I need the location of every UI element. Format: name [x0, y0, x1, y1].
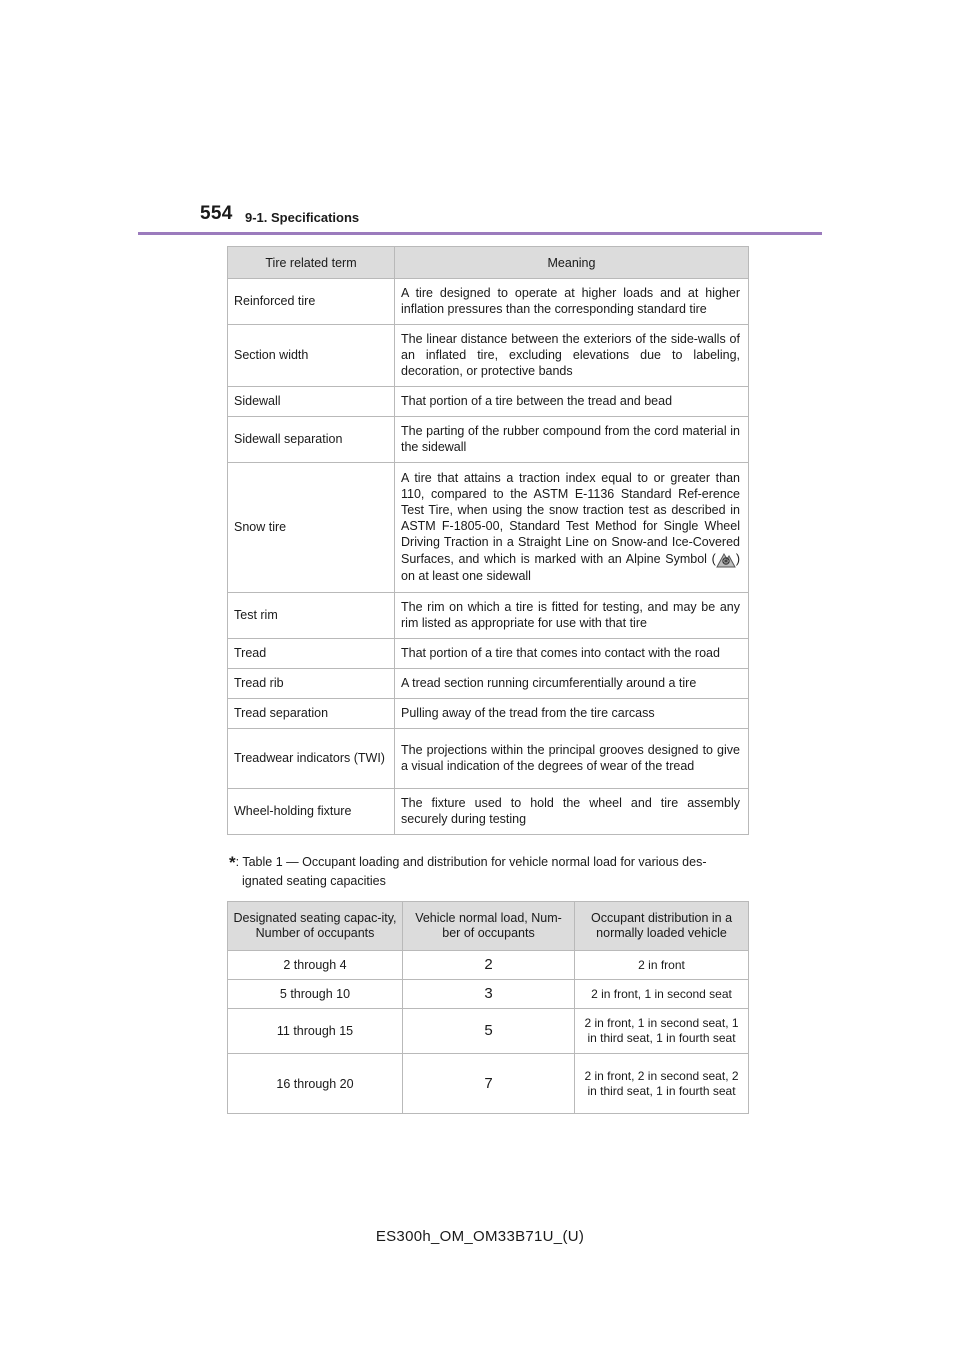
table-row: [228, 1009, 749, 1054]
table-row: [228, 639, 749, 669]
table-row: [228, 593, 749, 639]
meaning-cell: The projections within the principal grooves designed to give a visual indication of the degrees of wear of the tread: [395, 729, 749, 789]
term-cell: Tread rib: [228, 669, 395, 699]
term-cell: Tread: [228, 639, 395, 669]
meaning-cell: That portion of a tire between the tread and bead: [395, 387, 749, 417]
tire-terms-table: [227, 246, 749, 835]
meaning-cell: [395, 463, 749, 593]
footnote-marker: *: [229, 853, 236, 872]
footnote-line-2: ignated seating capacities: [242, 874, 386, 888]
table-row: [228, 279, 749, 325]
meaning-cell: A tread section running circumferentially around a tire: [395, 669, 749, 699]
distribution-cell: 2 in front: [575, 951, 749, 980]
meaning-text: A tire that attains a traction index equal to or greater than 110, compared to the ASTM E-1136 Standard Ref-erence Test Tire, when using the snow traction test as described in ASTM F-1805-00, Standard Test Method for Single Wheel Driving Traction in a Straight Line on Snow-and Ice-Covered Surfaces, and which is marked with an Alpine Symbol (: [401, 471, 740, 566]
alpine-symbol-icon: [716, 550, 736, 568]
meaning-cell: That portion of a tire that comes into contact with the road: [395, 639, 749, 669]
term-cell: Snow tire: [228, 463, 395, 593]
column-header-capacity: Designated seating capac-ity, Number of occupants: [228, 902, 403, 951]
table-row: [228, 463, 749, 593]
table-row: [228, 951, 749, 980]
page-number: 554: [200, 203, 233, 224]
term-cell: Sidewall separation: [228, 417, 395, 463]
meaning-cell: Pulling away of the tread from the tire carcass: [395, 699, 749, 729]
table-row: [228, 417, 749, 463]
capacity-cell: 16 through 20: [228, 1054, 403, 1114]
meaning-cell: The fixture used to hold the wheel and tire assembly securely during testing: [395, 789, 749, 835]
table-row: [228, 669, 749, 699]
meaning-cell: The parting of the rubber compound from the cord material in the sidewall: [395, 417, 749, 463]
capacity-cell: 2 through 4: [228, 951, 403, 980]
capacity-cell: 5 through 10: [228, 980, 403, 1009]
capacity-cell: 11 through 15: [228, 1009, 403, 1054]
term-cell: Reinforced tire: [228, 279, 395, 325]
footnote-line-1: : Table 1 — Occupant loading and distribution for vehicle normal load for various des-: [235, 855, 707, 869]
table-footnote: [229, 853, 754, 890]
load-cell: 5: [403, 1009, 575, 1054]
term-cell: Treadwear indicators (TWI): [228, 729, 395, 789]
meaning-text-continued: ) on at least one sidewall: [401, 552, 740, 583]
column-header-term: Tire related term: [228, 247, 395, 279]
header-rule: [138, 232, 822, 235]
document-code: ES300h_OM_OM33B71U_(U): [375, 1228, 585, 1245]
term-cell: Section width: [228, 325, 395, 387]
meaning-cell: The linear distance between the exteriors of the side-walls of an inflated tire, excluding elevations due to labeling, decoration, or protective bands: [395, 325, 749, 387]
column-header-meaning: Meaning: [395, 247, 749, 279]
table-row: [228, 1054, 749, 1114]
column-header-distribution: Occupant distribution in a normally loaded vehicle: [575, 902, 749, 951]
table-header-row: [228, 247, 749, 279]
table-header-row: [228, 902, 749, 951]
table-row: [228, 325, 749, 387]
term-cell: Sidewall: [228, 387, 395, 417]
term-cell: Tread separation: [228, 699, 395, 729]
load-cell: 2: [403, 951, 575, 980]
table-row: [228, 789, 749, 835]
term-cell: Wheel-holding fixture: [228, 789, 395, 835]
meaning-cell: The rim on which a tire is fitted for testing, and may be any rim listed as appropriate for use with that tire: [395, 593, 749, 639]
table-row: [228, 980, 749, 1009]
load-cell: 3: [403, 980, 575, 1009]
table-row: [228, 699, 749, 729]
occupant-loading-table: [227, 901, 749, 1114]
section-title: 9-1. Specifications: [245, 210, 360, 225]
distribution-cell: 2 in front, 1 in second seat: [575, 980, 749, 1009]
table-row: [228, 729, 749, 789]
load-cell: 7: [403, 1054, 575, 1114]
meaning-cell: A tire designed to operate at higher loads and at higher inflation pressures than the corresponding standard tire: [395, 279, 749, 325]
distribution-cell: 2 in front, 2 in second seat, 2 in third seat, 1 in fourth seat: [575, 1054, 749, 1114]
table-row: [228, 387, 749, 417]
distribution-cell: 2 in front, 1 in second seat, 1 in third seat, 1 in fourth seat: [575, 1009, 749, 1054]
term-cell: Test rim: [228, 593, 395, 639]
column-header-load: Vehicle normal load, Num-ber of occupants: [403, 902, 575, 951]
